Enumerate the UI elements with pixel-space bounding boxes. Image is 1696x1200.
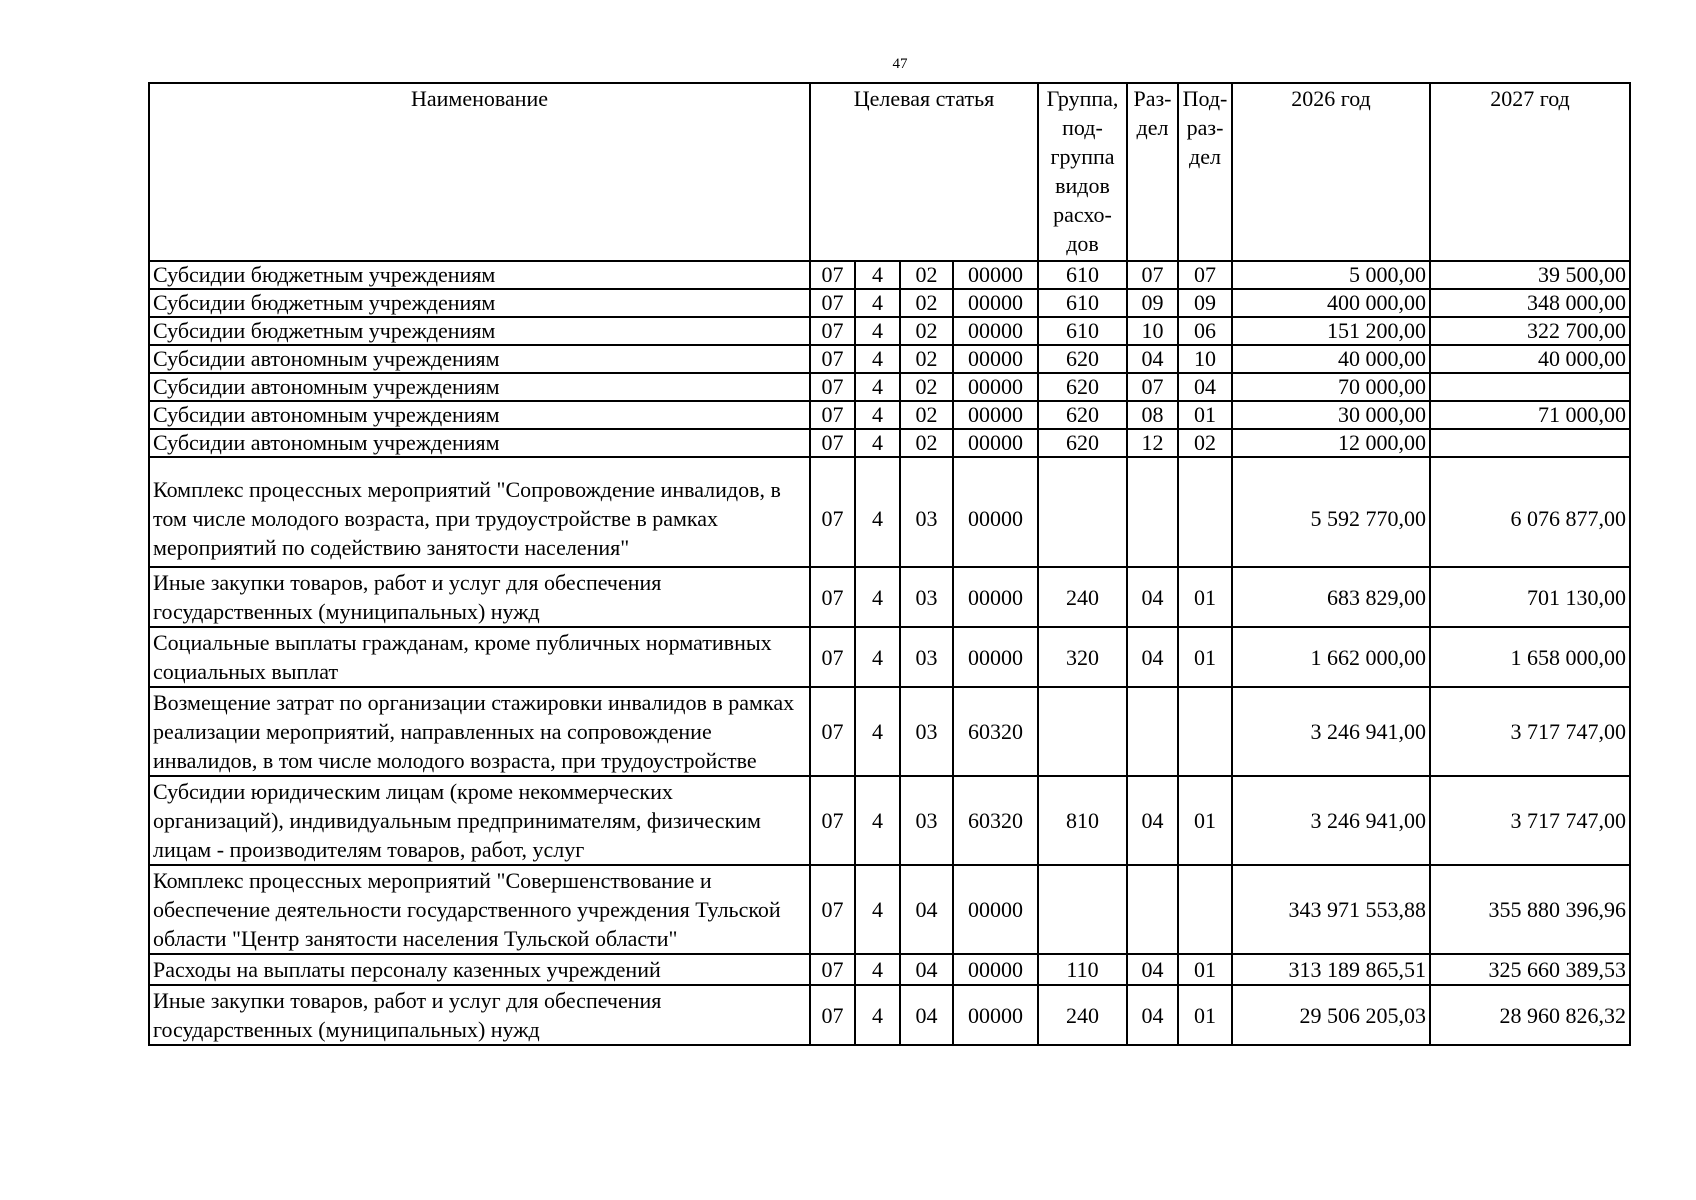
cell-amount-2027: 39 500,00 [1430, 261, 1630, 289]
cell-name: Субсидии автономным учреждениям [149, 401, 810, 429]
cell-subsection: 01 [1178, 401, 1232, 429]
cell-target-type: 4 [855, 345, 900, 373]
cell-amount-2026: 29 506 205,03 [1232, 985, 1430, 1045]
cell-amount-2027: 6 076 877,00 [1430, 457, 1630, 567]
table-body [149, 261, 1630, 1045]
cell-subsection: 06 [1178, 317, 1232, 345]
table-row [149, 776, 1630, 865]
cell-expense-group: 610 [1038, 289, 1127, 317]
cell-target-program: 07 [810, 457, 855, 567]
cell-target-direction: 00000 [953, 317, 1038, 345]
cell-amount-2026: 3 246 941,00 [1232, 776, 1430, 865]
cell-subsection: 01 [1178, 954, 1232, 985]
cell-target-direction: 00000 [953, 429, 1038, 457]
cell-expense-group: 620 [1038, 429, 1127, 457]
cell-target-direction: 00000 [953, 261, 1038, 289]
cell-target-direction: 00000 [953, 289, 1038, 317]
table-row [149, 687, 1630, 776]
cell-target-program: 07 [810, 261, 855, 289]
cell-section: 04 [1127, 567, 1178, 627]
cell-section: 04 [1127, 627, 1178, 687]
cell-amount-2026: 151 200,00 [1232, 317, 1430, 345]
table-row [149, 317, 1630, 345]
cell-target-direction: 00000 [953, 373, 1038, 401]
cell-target-direction: 00000 [953, 865, 1038, 954]
cell-expense-group: 810 [1038, 776, 1127, 865]
cell-subsection: 01 [1178, 776, 1232, 865]
cell-target-structure: 02 [900, 345, 953, 373]
cell-target-structure: 03 [900, 457, 953, 567]
table-row [149, 401, 1630, 429]
cell-name: Субсидии юридическим лицам (кроме некоммерческих организаций), индивидуальным предпринимателям, физическим лицам - производителям товаров, работ, услуг [149, 776, 810, 865]
header-group: Группа, под-группа видов расхо-дов [1038, 83, 1127, 261]
cell-target-program: 07 [810, 567, 855, 627]
cell-section: 04 [1127, 954, 1178, 985]
cell-subsection: 01 [1178, 567, 1232, 627]
cell-subsection [1178, 687, 1232, 776]
cell-amount-2026: 3 246 941,00 [1232, 687, 1430, 776]
cell-subsection: 07 [1178, 261, 1232, 289]
cell-target-type: 4 [855, 687, 900, 776]
table-row [149, 954, 1630, 985]
cell-target-direction: 00000 [953, 457, 1038, 567]
cell-amount-2026: 1 662 000,00 [1232, 627, 1430, 687]
cell-amount-2027: 348 000,00 [1430, 289, 1630, 317]
cell-target-program: 07 [810, 373, 855, 401]
cell-target-structure: 03 [900, 776, 953, 865]
table-row [149, 567, 1630, 627]
cell-target-type: 4 [855, 289, 900, 317]
table-row [149, 429, 1630, 457]
cell-amount-2026: 30 000,00 [1232, 401, 1430, 429]
cell-name: Комплекс процессных мероприятий "Совершенствование и обеспечение деятельности государственного учреждения Тульской области "Центр занятости населения Тульской области" [149, 865, 810, 954]
table-row [149, 627, 1630, 687]
cell-amount-2027: 28 960 826,32 [1430, 985, 1630, 1045]
cell-target-structure: 04 [900, 985, 953, 1045]
cell-target-program: 07 [810, 289, 855, 317]
cell-section: 10 [1127, 317, 1178, 345]
cell-section: 12 [1127, 429, 1178, 457]
cell-subsection [1178, 865, 1232, 954]
cell-expense-group [1038, 687, 1127, 776]
cell-expense-group: 620 [1038, 401, 1127, 429]
table-row [149, 289, 1630, 317]
cell-amount-2027: 701 130,00 [1430, 567, 1630, 627]
cell-target-structure: 02 [900, 401, 953, 429]
cell-subsection [1178, 457, 1232, 567]
cell-amount-2027: 71 000,00 [1430, 401, 1630, 429]
cell-name: Социальные выплаты гражданам, кроме публичных нормативных социальных выплат [149, 627, 810, 687]
cell-target-structure: 03 [900, 567, 953, 627]
cell-target-structure: 02 [900, 429, 953, 457]
table-row [149, 373, 1630, 401]
cell-target-structure: 03 [900, 627, 953, 687]
cell-section: 07 [1127, 373, 1178, 401]
cell-target-program: 07 [810, 985, 855, 1045]
cell-target-type: 4 [855, 261, 900, 289]
cell-target-type: 4 [855, 567, 900, 627]
cell-expense-group: 610 [1038, 261, 1127, 289]
header-section: Раз-дел [1127, 83, 1178, 261]
cell-target-program: 07 [810, 401, 855, 429]
cell-target-program: 07 [810, 954, 855, 985]
cell-expense-group [1038, 457, 1127, 567]
cell-target-type: 4 [855, 776, 900, 865]
cell-section [1127, 687, 1178, 776]
cell-amount-2026: 40 000,00 [1232, 345, 1430, 373]
cell-amount-2027: 325 660 389,53 [1430, 954, 1630, 985]
cell-name: Возмещение затрат по организации стажировки инвалидов в рамках реализации мероприятий, направленных на сопровождение инвалидов, в том числе молодого возраста, при трудоустройстве [149, 687, 810, 776]
cell-amount-2026: 70 000,00 [1232, 373, 1430, 401]
cell-target-direction: 00000 [953, 401, 1038, 429]
cell-target-type: 4 [855, 865, 900, 954]
cell-expense-group: 110 [1038, 954, 1127, 985]
cell-subsection: 04 [1178, 373, 1232, 401]
header-year-2026: 2026 год [1232, 83, 1430, 261]
cell-expense-group: 620 [1038, 373, 1127, 401]
cell-amount-2026: 12 000,00 [1232, 429, 1430, 457]
cell-name: Субсидии автономным учреждениям [149, 345, 810, 373]
header-year-2027: 2027 год [1430, 83, 1630, 261]
cell-amount-2026: 343 971 553,88 [1232, 865, 1430, 954]
cell-amount-2027: 1 658 000,00 [1430, 627, 1630, 687]
cell-target-structure: 02 [900, 373, 953, 401]
cell-target-type: 4 [855, 373, 900, 401]
cell-target-direction: 00000 [953, 985, 1038, 1045]
cell-target-program: 07 [810, 865, 855, 954]
cell-expense-group: 610 [1038, 317, 1127, 345]
header-target-article: Целевая статья [810, 83, 1038, 261]
cell-target-program: 07 [810, 687, 855, 776]
cell-target-program: 07 [810, 429, 855, 457]
cell-target-direction: 60320 [953, 687, 1038, 776]
cell-name: Расходы на выплаты персоналу казенных учреждений [149, 954, 810, 985]
cell-amount-2027 [1430, 373, 1630, 401]
cell-target-direction: 60320 [953, 776, 1038, 865]
cell-name: Субсидии бюджетным учреждениям [149, 289, 810, 317]
cell-section [1127, 457, 1178, 567]
cell-amount-2027: 3 717 747,00 [1430, 776, 1630, 865]
cell-section: 04 [1127, 985, 1178, 1045]
table-row [149, 261, 1630, 289]
cell-section: 09 [1127, 289, 1178, 317]
cell-target-program: 07 [810, 776, 855, 865]
cell-target-program: 07 [810, 627, 855, 687]
cell-target-structure: 02 [900, 261, 953, 289]
cell-target-program: 07 [810, 345, 855, 373]
cell-amount-2026: 5 592 770,00 [1232, 457, 1430, 567]
cell-target-type: 4 [855, 457, 900, 567]
cell-section: 04 [1127, 345, 1178, 373]
cell-target-direction: 00000 [953, 954, 1038, 985]
cell-target-structure: 04 [900, 865, 953, 954]
cell-amount-2026: 683 829,00 [1232, 567, 1430, 627]
cell-amount-2027 [1430, 429, 1630, 457]
cell-expense-group: 240 [1038, 567, 1127, 627]
cell-target-type: 4 [855, 401, 900, 429]
cell-amount-2026: 400 000,00 [1232, 289, 1430, 317]
cell-amount-2027: 322 700,00 [1430, 317, 1630, 345]
cell-expense-group: 320 [1038, 627, 1127, 687]
cell-name: Иные закупки товаров, работ и услуг для обеспечения государственных (муниципальных) нужд [149, 985, 810, 1045]
cell-expense-group: 240 [1038, 985, 1127, 1045]
cell-subsection: 01 [1178, 985, 1232, 1045]
cell-subsection: 10 [1178, 345, 1232, 373]
cell-section: 07 [1127, 261, 1178, 289]
header-subsection: Под-раз-дел [1178, 83, 1232, 261]
cell-target-program: 07 [810, 317, 855, 345]
cell-amount-2026: 313 189 865,51 [1232, 954, 1430, 985]
cell-name: Субсидии автономным учреждениям [149, 373, 810, 401]
cell-target-structure: 03 [900, 687, 953, 776]
cell-target-structure: 02 [900, 289, 953, 317]
cell-subsection: 02 [1178, 429, 1232, 457]
cell-expense-group [1038, 865, 1127, 954]
cell-name: Субсидии автономным учреждениям [149, 429, 810, 457]
header-name: Наименование [149, 83, 810, 261]
cell-target-type: 4 [855, 429, 900, 457]
cell-name: Комплекс процессных мероприятий "Сопровождение инвалидов, в том числе молодого возраста, при трудоустройстве в рамках мероприятий по содействию занятости населения" [149, 457, 810, 567]
cell-subsection: 01 [1178, 627, 1232, 687]
cell-amount-2027: 3 717 747,00 [1430, 687, 1630, 776]
cell-name: Субсидии бюджетным учреждениям [149, 261, 810, 289]
table-row [149, 985, 1630, 1045]
cell-target-type: 4 [855, 627, 900, 687]
cell-target-type: 4 [855, 954, 900, 985]
cell-target-type: 4 [855, 317, 900, 345]
cell-section: 08 [1127, 401, 1178, 429]
table-row [149, 457, 1630, 567]
table-row [149, 865, 1630, 954]
cell-target-type: 4 [855, 985, 900, 1045]
cell-target-direction: 00000 [953, 627, 1038, 687]
cell-section [1127, 865, 1178, 954]
cell-amount-2026: 5 000,00 [1232, 261, 1430, 289]
cell-target-structure: 02 [900, 317, 953, 345]
page-number: 47 [892, 56, 908, 72]
table-row [149, 345, 1630, 373]
cell-section: 04 [1127, 776, 1178, 865]
cell-amount-2027: 40 000,00 [1430, 345, 1630, 373]
cell-amount-2027: 355 880 396,96 [1430, 865, 1630, 954]
cell-target-structure: 04 [900, 954, 953, 985]
cell-name: Субсидии бюджетным учреждениям [149, 317, 810, 345]
cell-name: Иные закупки товаров, работ и услуг для обеспечения государственных (муниципальных) нужд [149, 567, 810, 627]
cell-subsection: 09 [1178, 289, 1232, 317]
table-header-row [149, 83, 1630, 261]
cell-expense-group: 620 [1038, 345, 1127, 373]
budget-table [148, 82, 1631, 1046]
cell-target-direction: 00000 [953, 345, 1038, 373]
cell-target-direction: 00000 [953, 567, 1038, 627]
